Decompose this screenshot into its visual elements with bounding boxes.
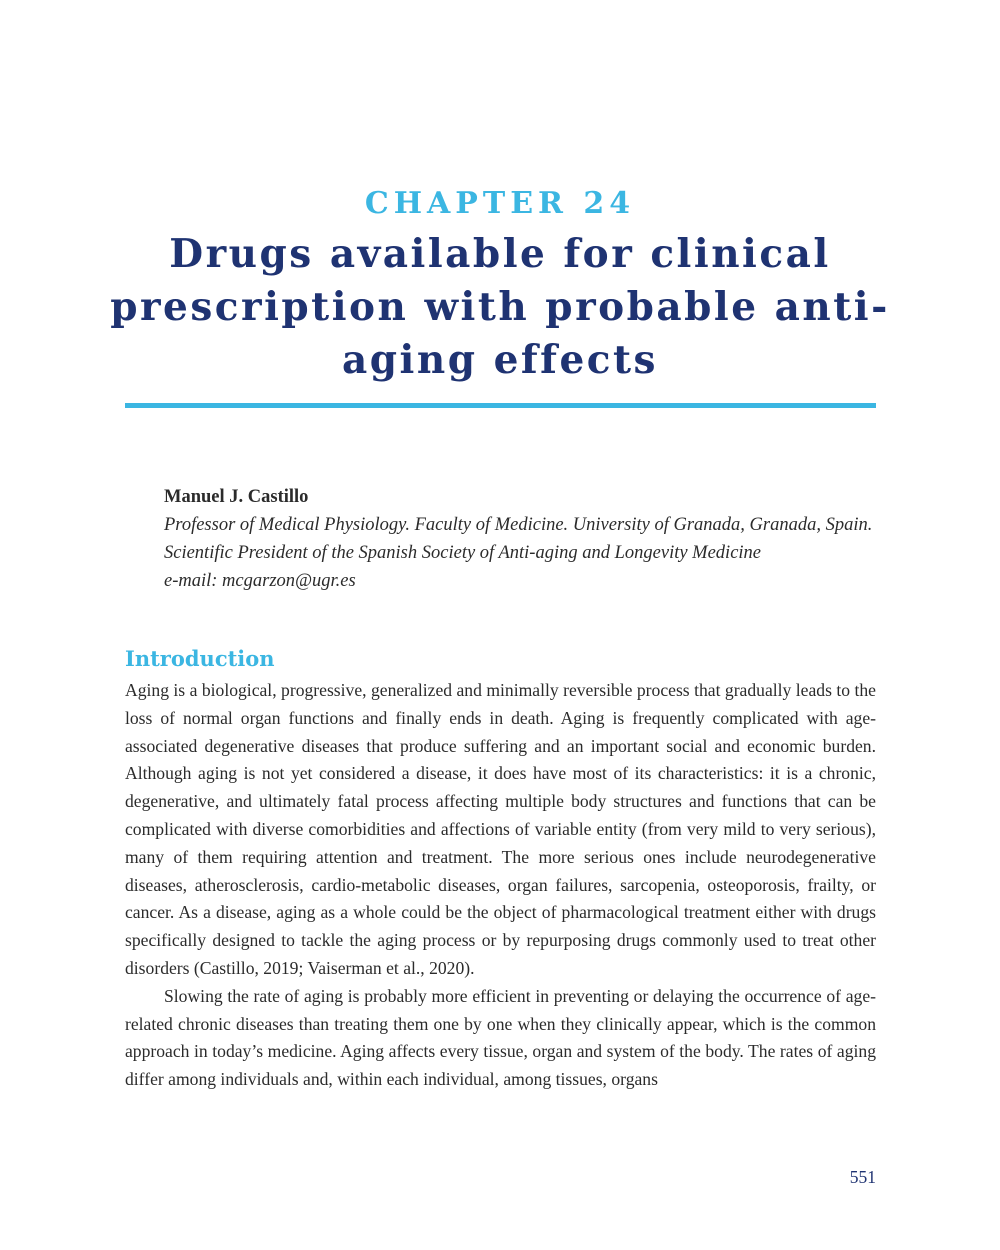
chapter-title: Drugs available for clinical prescription with probable anti-aging effects [110, 231, 890, 383]
title-divider [125, 403, 876, 408]
author-affiliation-university: Professor of Medical Physiology. Faculty of Medicine. University of Granada, Granada, Spain. [164, 515, 873, 535]
author-name: Manuel J. Castillo [164, 487, 309, 507]
paragraph: Slowing the rate of aging is probably more efficient in preventing or delaying the occurrence of age-related chronic diseases than treating them one by one when they clinically appear, which is the common approach in today’s medicine. Aging affects every tissue, organ and system of the body. The rates of aging differ among individuals and, within each individual, among tissues, organs [125, 985, 876, 1090]
page-number: 551 [849, 1167, 876, 1187]
paragraph: Aging is a biological, progressive, generalized and minimally reversible process that gradually leads to the loss of normal organ functions and finally ends in death. Aging is frequently complicated with age-associated degenerative diseases that produce suffering and an important social and economic burden. Although aging is not yet considered a disease, it does have most of its characteristics: it is a chronic, degenerative, and ultimately fatal process affecting multiple body structures and functions that can be complicated with diverse comorbidities and affections of variable entity (from very mild to very serious), many of them requiring attention and treatment. The more serious ones include neurodegenerative diseases, atherosclerosis, cardio-metabolic diseases, organ failures, sarcopenia, osteoporosis, frailty, or cancer. As a disease, aging as a whole could be the object of pharmacological treatment either with drugs specifically designed to tackle the aging process or by repurposing drugs commonly used to treat other disorders (Castillo, 2019; Vaiserman et al., 2020). [125, 680, 876, 978]
body-text [125, 677, 876, 1094]
author-email: e-mail: mcgarzon@ugr.es [164, 571, 356, 591]
chapter-label: CHAPTER 24 [364, 186, 636, 221]
author-affiliation-society: Scientific President of the Spanish Society of Anti-aging and Longevity Medicine [164, 543, 762, 563]
section-heading: Introduction [125, 646, 275, 671]
author-block [125, 483, 876, 595]
